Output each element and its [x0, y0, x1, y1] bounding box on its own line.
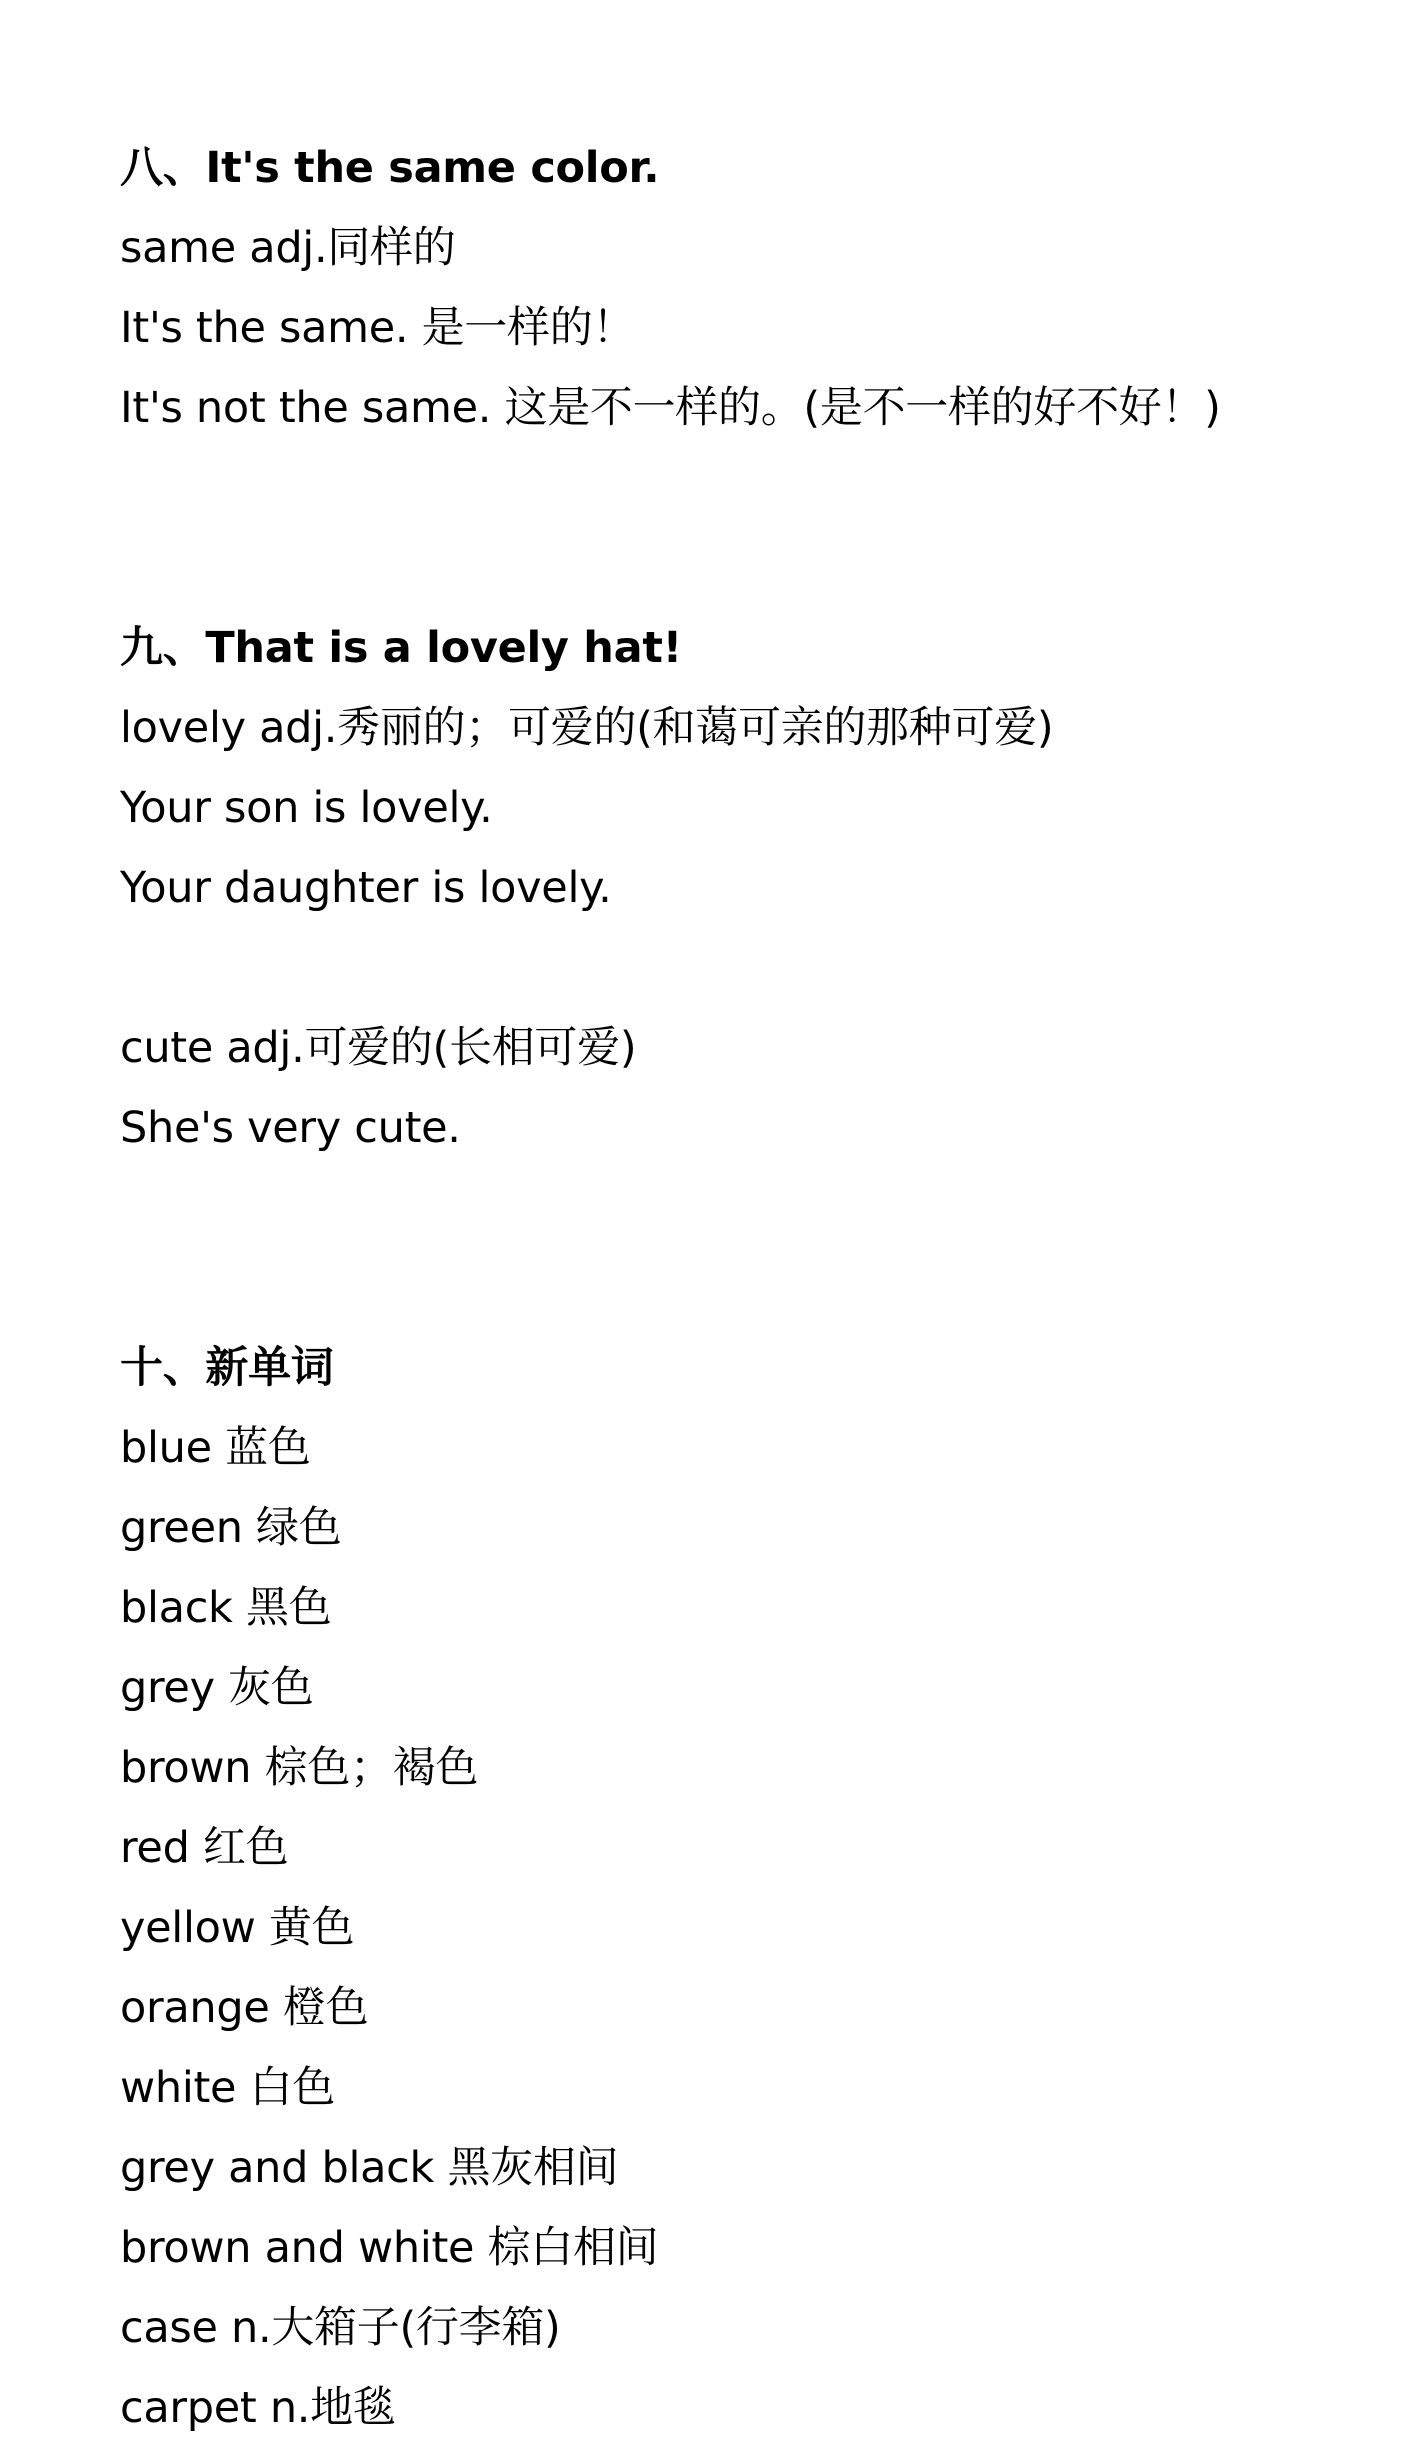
section-8-line: same adj.同样的 — [120, 223, 456, 273]
section-8-line: It's the same. 是一样的！ — [120, 303, 636, 353]
vocab-item: grey and black 黑灰相间 — [120, 2143, 619, 2193]
section-8-heading: 八、It's the same color. — [120, 143, 660, 193]
vocab-item: case n.大箱子(行李箱) — [120, 2303, 561, 2353]
vocab-item: yellow 黄色 — [120, 1903, 355, 1953]
spacer — [120, 1168, 1360, 1328]
spacer — [120, 448, 1360, 608]
section-9-line: cute adj.可爱的(长相可爱) — [120, 1023, 637, 1073]
document-page — [120, 128, 1360, 2448]
section-9-heading: 九、That is a lovely hat! — [120, 623, 682, 673]
section-9-line: She's very cute. — [120, 1103, 461, 1153]
vocab-item: white 白色 — [120, 2063, 335, 2113]
vocab-item: orange 橙色 — [120, 1983, 369, 2033]
vocab-item: blue 蓝色 — [120, 1423, 311, 1473]
vocab-item: brown and white 棕白相间 — [120, 2223, 659, 2273]
vocab-item: carpet n.地毯 — [120, 2383, 396, 2433]
section-10-heading: 十、新单词 — [120, 1343, 334, 1393]
section-8-line: It's not the same. 这是不一样的。(是不一样的好不好！) — [120, 383, 1221, 433]
vocab-item: green 绿色 — [120, 1503, 342, 1553]
section-9-line: Your daughter is lovely. — [120, 863, 612, 913]
section-9-line: lovely adj.秀丽的；可爱的(和蔼可亲的那种可爱) — [120, 703, 1054, 753]
vocab-item: red 红色 — [120, 1823, 289, 1873]
spacer — [120, 928, 1360, 1008]
vocab-item: grey 灰色 — [120, 1663, 314, 1713]
section-9-line: Your son is lovely. — [120, 783, 493, 833]
vocab-item: black 黑色 — [120, 1583, 332, 1633]
vocab-item: brown 棕色；褐色 — [120, 1743, 479, 1793]
